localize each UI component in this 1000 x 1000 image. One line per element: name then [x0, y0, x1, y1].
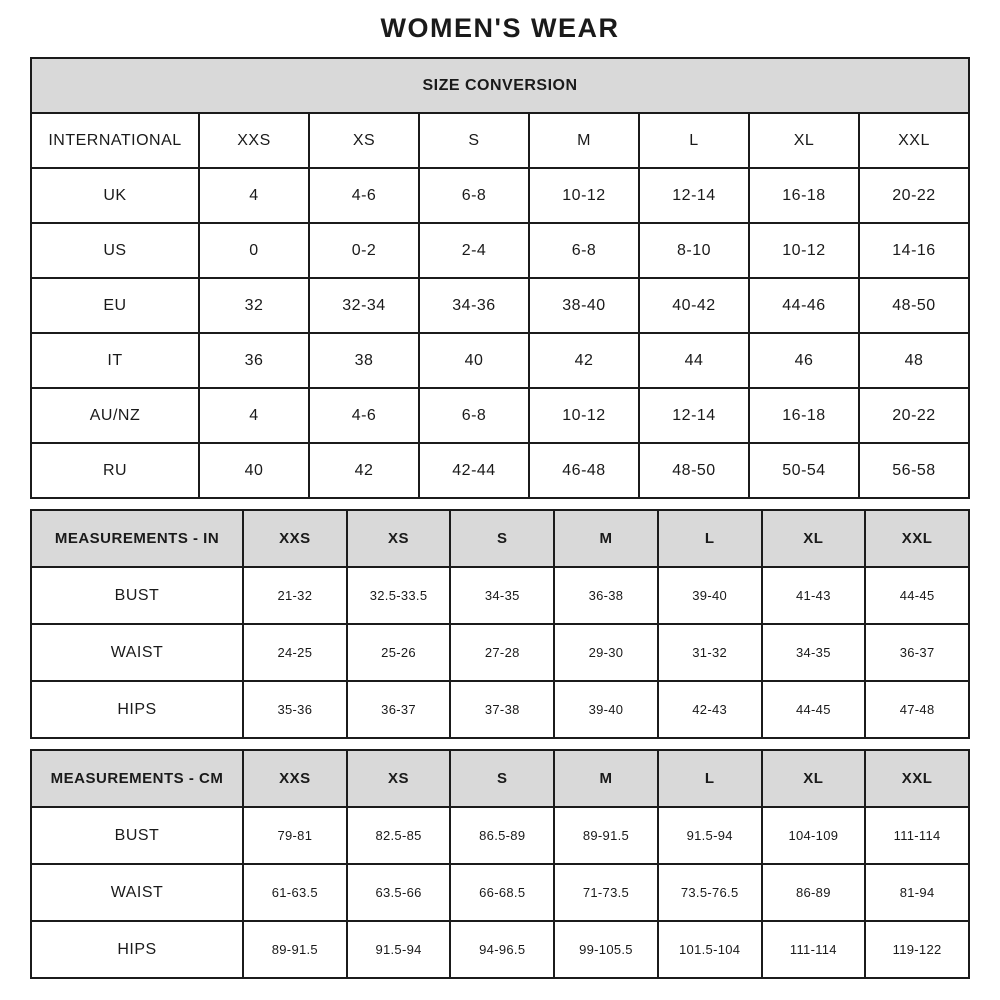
size-cell: 36 [199, 333, 309, 388]
measurement-cell: 111-114 [762, 921, 866, 978]
size-header-m: M [554, 750, 658, 807]
size-cell: 38-40 [529, 278, 639, 333]
measurement-cell: 44-45 [762, 681, 866, 738]
size-cell: 56-58 [859, 443, 969, 498]
size-header-xs: XS [347, 510, 451, 567]
size-cell: 50-54 [749, 443, 859, 498]
table-row-uk [31, 168, 969, 223]
size-cell: 48 [859, 333, 969, 388]
size-cell: 6-8 [529, 223, 639, 278]
size-cell: 38 [309, 333, 419, 388]
measurement-cell: 25-26 [347, 624, 451, 681]
size-header-s: S [450, 510, 554, 567]
measurement-cell: 91.5-94 [658, 807, 762, 864]
table-row-bust [31, 807, 969, 864]
measurement-cell: 36-37 [865, 624, 969, 681]
size-header-xl: XL [762, 510, 866, 567]
row-label-us: US [31, 223, 199, 278]
size-conversion-title: SIZE CONVERSION [31, 58, 969, 113]
measurement-cell: 39-40 [658, 567, 762, 624]
measurement-cell: 101.5-104 [658, 921, 762, 978]
size-cell: 6-8 [419, 168, 529, 223]
measurement-cell: 34-35 [450, 567, 554, 624]
size-cell: 48-50 [639, 443, 749, 498]
measurement-cell: 36-38 [554, 567, 658, 624]
size-header-m: M [529, 113, 639, 168]
page-title: WOMEN'S WEAR [380, 13, 620, 43]
measurement-cell: 29-30 [554, 624, 658, 681]
size-conversion-table [30, 57, 970, 499]
table-banner-row [31, 58, 969, 113]
measurement-cell: 66-68.5 [450, 864, 554, 921]
size-cell: 12-14 [639, 388, 749, 443]
size-cell: 4-6 [309, 388, 419, 443]
size-cell: 0 [199, 223, 309, 278]
row-label-it: IT [31, 333, 199, 388]
measurement-cell: 91.5-94 [347, 921, 451, 978]
size-cell: 44 [639, 333, 749, 388]
size-cell: 20-22 [859, 388, 969, 443]
size-header-xxs: XXS [199, 113, 309, 168]
measurement-cell: 71-73.5 [554, 864, 658, 921]
size-cell: 4-6 [309, 168, 419, 223]
size-header-xs: XS [309, 113, 419, 168]
size-cell: 4 [199, 168, 309, 223]
measurement-cell: 111-114 [865, 807, 969, 864]
row-label-uk: UK [31, 168, 199, 223]
size-cell: 32-34 [309, 278, 419, 333]
measurement-cell: 34-35 [762, 624, 866, 681]
row-label-hips: HIPS [31, 921, 243, 978]
measurement-cell: 21-32 [243, 567, 347, 624]
measurement-cell: 27-28 [450, 624, 554, 681]
size-cell: 10-12 [749, 223, 859, 278]
size-cell: 46 [749, 333, 859, 388]
table-row-it [31, 333, 969, 388]
measurement-cell: 119-122 [865, 921, 969, 978]
size-header-xxl: XXL [859, 113, 969, 168]
table-row-waist [31, 624, 969, 681]
size-cell: 42 [529, 333, 639, 388]
measurement-cell: 89-91.5 [243, 921, 347, 978]
size-cell: 6-8 [419, 388, 529, 443]
measurements-in-title: MEASUREMENTS - IN [31, 510, 243, 567]
row-label-bust: BUST [31, 807, 243, 864]
size-cell: 10-12 [529, 168, 639, 223]
size-cell: 48-50 [859, 278, 969, 333]
measurement-cell: 73.5-76.5 [658, 864, 762, 921]
table-header-row [31, 510, 969, 567]
row-label-ru: RU [31, 443, 199, 498]
size-cell: 40 [199, 443, 309, 498]
size-cell: 8-10 [639, 223, 749, 278]
measurement-cell: 36-37 [347, 681, 451, 738]
measurement-cell: 24-25 [243, 624, 347, 681]
size-header-l: L [658, 510, 762, 567]
measurement-cell: 35-36 [243, 681, 347, 738]
size-cell: 14-16 [859, 223, 969, 278]
table-header-row [31, 750, 969, 807]
size-cell: 34-36 [419, 278, 529, 333]
size-cell: 16-18 [749, 388, 859, 443]
size-header-xxs: XXS [243, 750, 347, 807]
size-cell: 40-42 [639, 278, 749, 333]
size-cell: 0-2 [309, 223, 419, 278]
size-cell: 16-18 [749, 168, 859, 223]
size-header-l: L [639, 113, 749, 168]
size-header-xl: XL [749, 113, 859, 168]
size-cell: 44-46 [749, 278, 859, 333]
table-row-bust [31, 567, 969, 624]
measurement-cell: 86-89 [762, 864, 866, 921]
size-header-xxl: XXL [865, 510, 969, 567]
measurement-cell: 32.5-33.5 [347, 567, 451, 624]
row-label-aunz: AU/NZ [31, 388, 199, 443]
size-header-xxs: XXS [243, 510, 347, 567]
row-label-waist: WAIST [31, 864, 243, 921]
measurement-cell: 99-105.5 [554, 921, 658, 978]
size-cell: 20-22 [859, 168, 969, 223]
size-cell: 10-12 [529, 388, 639, 443]
row-label-waist: WAIST [31, 624, 243, 681]
measurement-cell: 47-48 [865, 681, 969, 738]
table-row-eu [31, 278, 969, 333]
measurement-cell: 104-109 [762, 807, 866, 864]
size-header-xxl: XXL [865, 750, 969, 807]
measurement-cell: 31-32 [658, 624, 762, 681]
row-label-bust: BUST [31, 567, 243, 624]
measurement-cell: 79-81 [243, 807, 347, 864]
size-header-l: L [658, 750, 762, 807]
measurements-in-table [30, 509, 970, 739]
header-international-label: INTERNATIONAL [31, 113, 199, 168]
table-row-hips [31, 681, 969, 738]
row-label-hips: HIPS [31, 681, 243, 738]
measurement-cell: 63.5-66 [347, 864, 451, 921]
row-label-eu: EU [31, 278, 199, 333]
measurements-cm-title: MEASUREMENTS - CM [31, 750, 243, 807]
size-cell: 42 [309, 443, 419, 498]
size-header-s: S [450, 750, 554, 807]
table-header-row [31, 113, 969, 168]
table-row-waist [31, 864, 969, 921]
size-cell: 4 [199, 388, 309, 443]
size-header-m: M [554, 510, 658, 567]
measurement-cell: 86.5-89 [450, 807, 554, 864]
measurement-cell: 94-96.5 [450, 921, 554, 978]
size-cell: 40 [419, 333, 529, 388]
size-cell: 42-44 [419, 443, 529, 498]
table-row-hips [31, 921, 969, 978]
size-cell: 32 [199, 278, 309, 333]
measurement-cell: 61-63.5 [243, 864, 347, 921]
size-header-s: S [419, 113, 529, 168]
table-row-ru [31, 443, 969, 498]
size-cell: 46-48 [529, 443, 639, 498]
size-header-xl: XL [762, 750, 866, 807]
measurement-cell: 39-40 [554, 681, 658, 738]
measurement-cell: 44-45 [865, 567, 969, 624]
measurement-cell: 81-94 [865, 864, 969, 921]
measurement-cell: 89-91.5 [554, 807, 658, 864]
table-row-us [31, 223, 969, 278]
measurement-cell: 82.5-85 [347, 807, 451, 864]
table-row-aunz [31, 388, 969, 443]
measurements-cm-table [30, 749, 970, 979]
size-cell: 12-14 [639, 168, 749, 223]
measurement-cell: 37-38 [450, 681, 554, 738]
size-cell: 2-4 [419, 223, 529, 278]
size-header-xs: XS [347, 750, 451, 807]
measurement-cell: 41-43 [762, 567, 866, 624]
measurement-cell: 42-43 [658, 681, 762, 738]
